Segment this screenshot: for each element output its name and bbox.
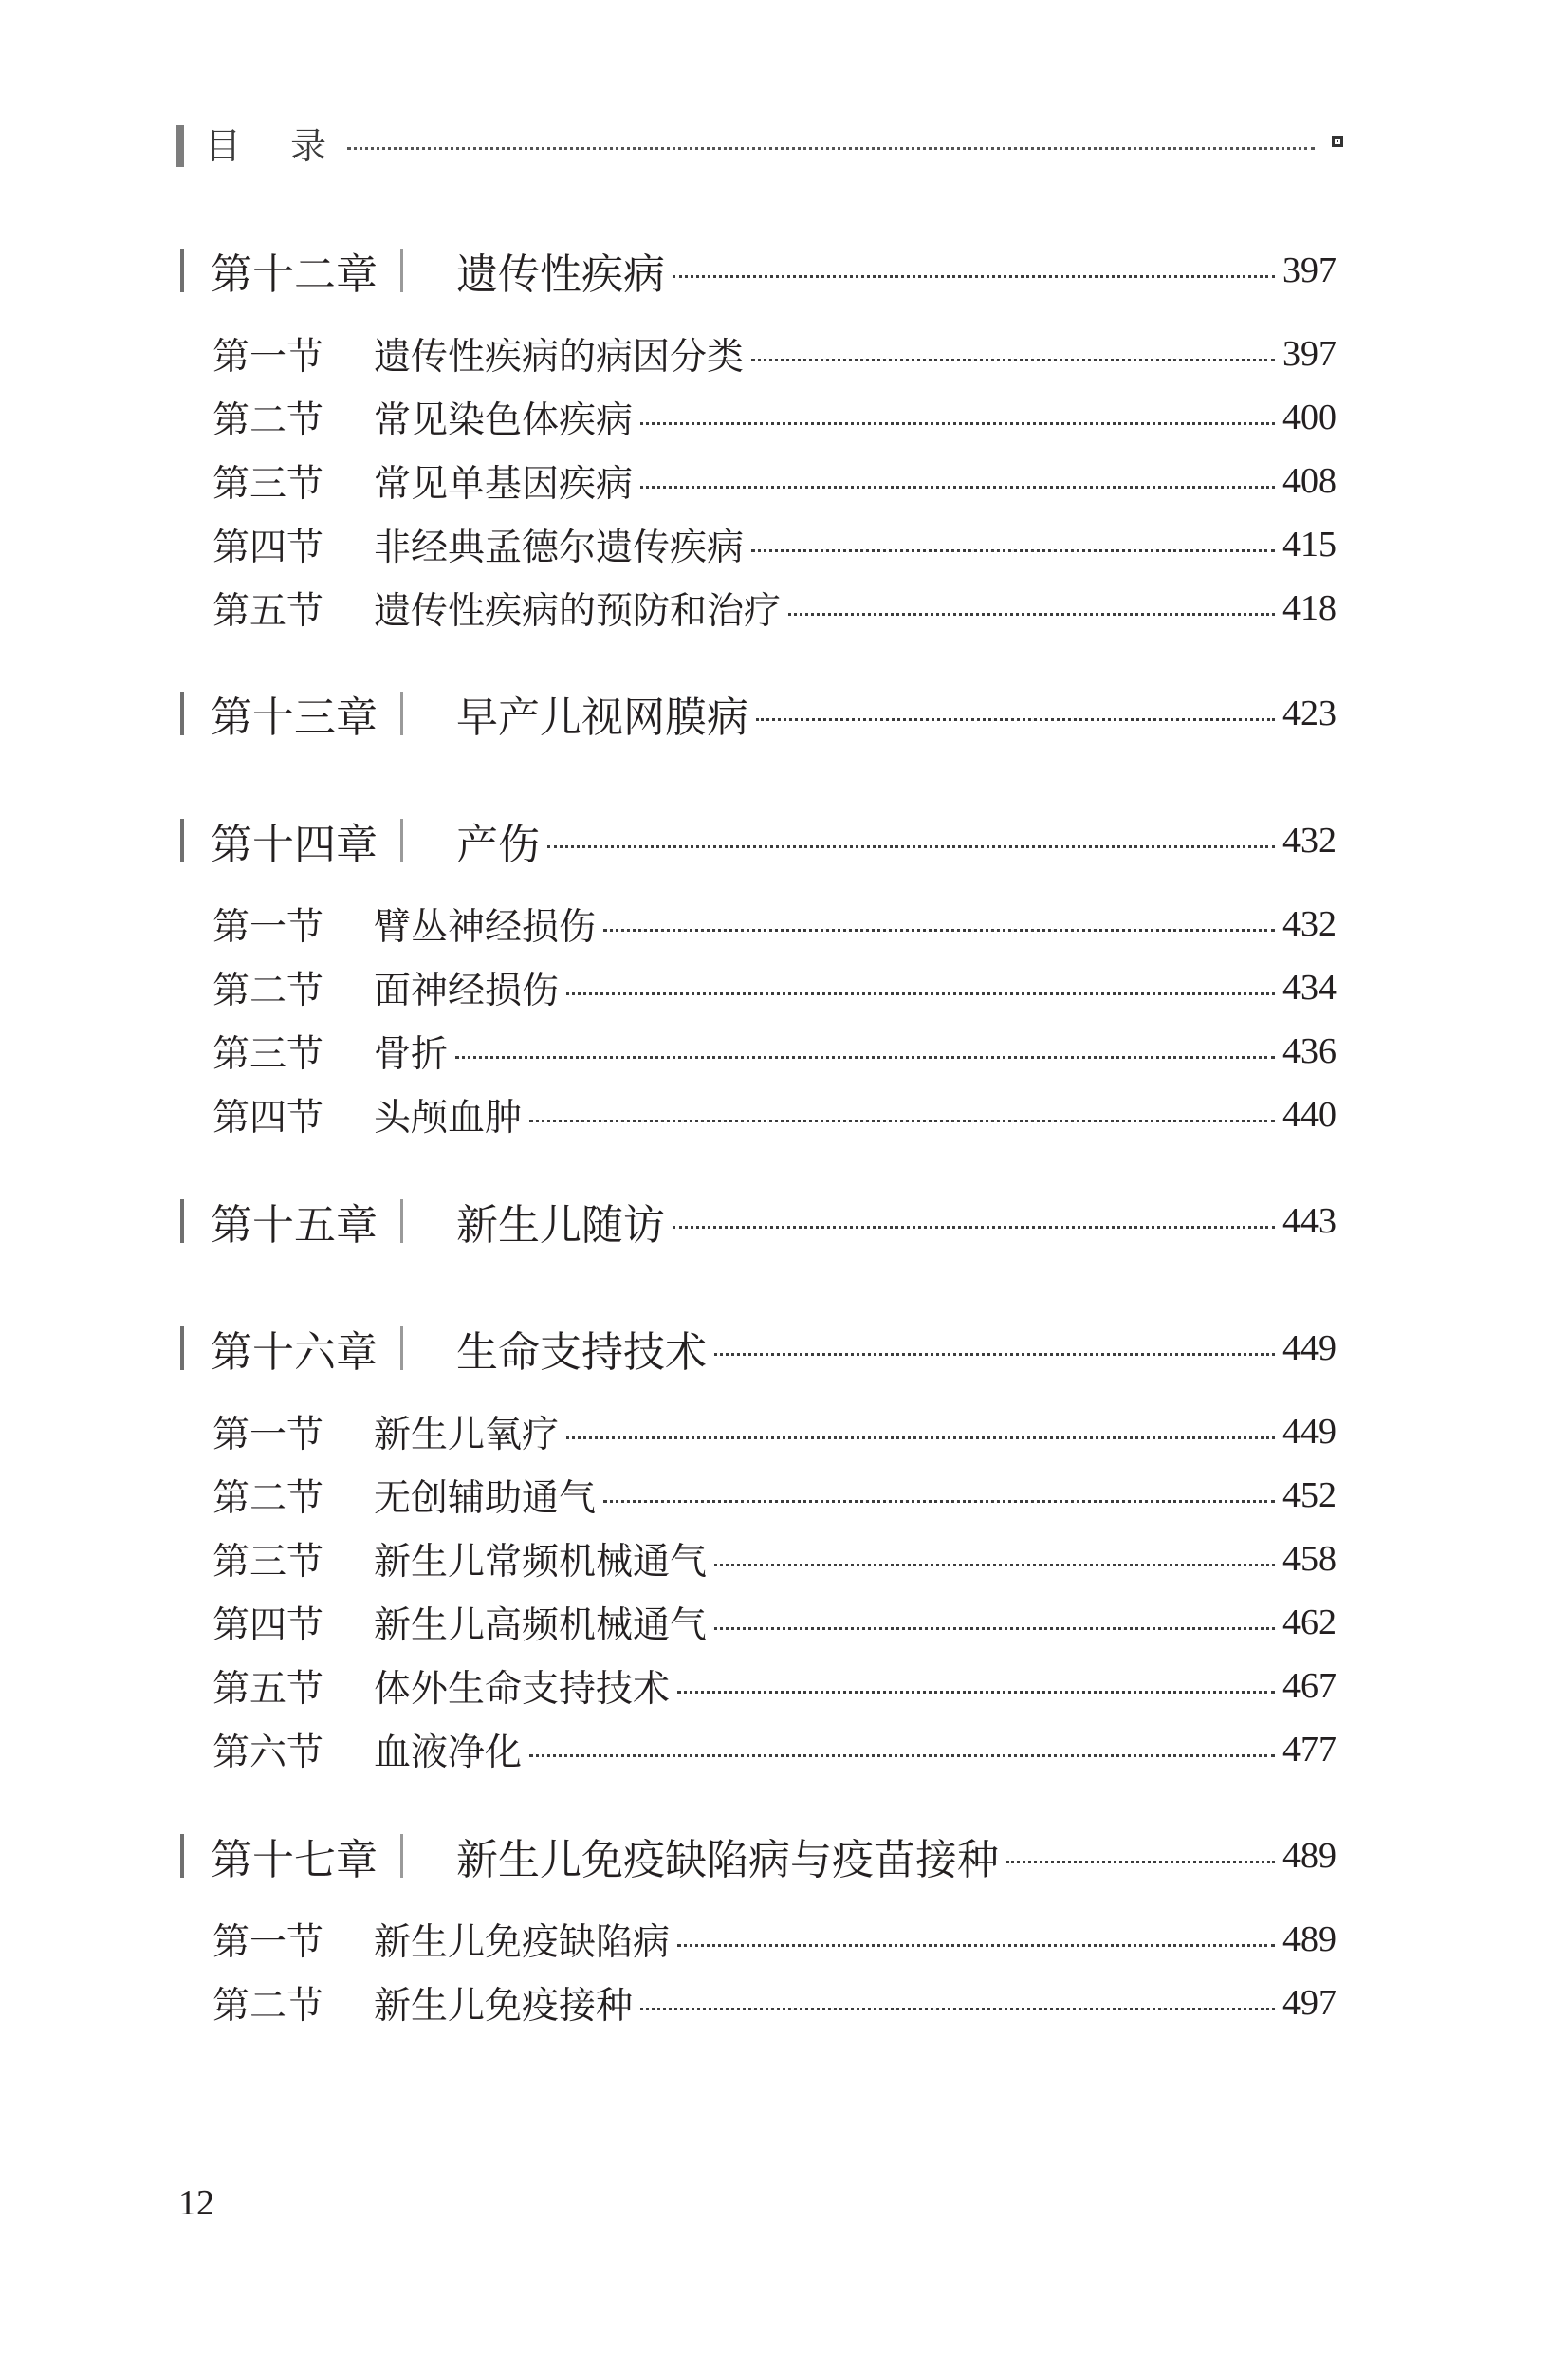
page-number: 489 [1282, 1836, 1337, 1876]
chapter-bar-left [180, 1326, 184, 1370]
dot-leader [756, 718, 1275, 721]
section-title: 臂丛神经损伤 [374, 906, 597, 949]
page-number: 400 [1282, 398, 1337, 437]
dot-leader [673, 1226, 1275, 1229]
section-number: 第一节 [212, 1414, 324, 1456]
section-number: 第六节 [212, 1732, 324, 1774]
page-number: 408 [1282, 461, 1337, 501]
chapter-title: 产伤 [456, 821, 540, 869]
page-number: 432 [1282, 821, 1337, 861]
section-entry[interactable] [212, 1464, 1337, 1527]
dot-leader [640, 2008, 1275, 2010]
section-title: 无创辅助通气 [374, 1477, 597, 1520]
section-number: 第三节 [212, 463, 324, 506]
page-number: 440 [1282, 1095, 1337, 1135]
chapter-bar-left [180, 1834, 184, 1878]
chapter-bar-right [400, 692, 403, 735]
section-entry[interactable] [212, 1908, 1337, 1971]
dot-leader [714, 1353, 1275, 1356]
section-entry[interactable] [212, 1084, 1337, 1146]
page-number: 443 [1282, 1201, 1337, 1241]
dot-leader [788, 613, 1275, 616]
section-entry[interactable] [212, 450, 1337, 512]
dot-leader [529, 1120, 1275, 1122]
chapter-number: 第十三章 [211, 694, 378, 742]
dot-leader [455, 1056, 1275, 1059]
section-number: 第五节 [212, 590, 324, 633]
section-number: 第二节 [212, 970, 324, 1012]
dot-leader [603, 929, 1275, 932]
section-number: 第二节 [212, 399, 324, 442]
dot-leader [640, 422, 1275, 425]
section-title: 新生儿免疫缺陷病 [374, 1921, 671, 1964]
section-entry[interactable] [212, 893, 1337, 955]
section-entry[interactable] [212, 1400, 1337, 1463]
chapter-number: 第十六章 [211, 1328, 378, 1377]
page-number: 415 [1282, 525, 1337, 565]
dot-leader [566, 992, 1275, 995]
page-number: 434 [1282, 968, 1337, 1008]
dot-leader [529, 1754, 1275, 1757]
chapter-bar-right [400, 1326, 403, 1370]
dot-leader [640, 486, 1275, 489]
section-number: 第三节 [212, 1541, 324, 1584]
dot-leader [751, 359, 1275, 361]
dot-leader [677, 1944, 1275, 1947]
section-title: 遗传性疾病的病因分类 [374, 336, 745, 379]
section-number: 第三节 [212, 1033, 324, 1076]
chapter-number: 第十五章 [211, 1201, 378, 1250]
page-number: 432 [1282, 904, 1337, 944]
dot-leader [714, 1564, 1275, 1566]
chapter-number: 第十二章 [211, 250, 378, 299]
chapter-title: 新生儿免疫缺陷病与疫苗接种 [456, 1836, 999, 1884]
page-number: 467 [1282, 1666, 1337, 1706]
section-title: 血液净化 [374, 1732, 523, 1774]
section-entry[interactable] [212, 1718, 1337, 1781]
section-number: 第四节 [212, 527, 324, 569]
section-title: 新生儿高频机械通气 [374, 1604, 708, 1647]
dot-leader [1006, 1861, 1275, 1863]
section-title: 体外生命支持技术 [374, 1668, 671, 1711]
chapter-bar-left [180, 819, 184, 862]
chapter-bar-right [400, 819, 403, 862]
section-title: 骨折 [374, 1033, 449, 1076]
section-title: 面神经损伤 [374, 970, 560, 1012]
chapter-bar-right [400, 1199, 403, 1243]
page-number: 397 [1282, 250, 1337, 290]
page-number: 458 [1282, 1539, 1337, 1579]
section-entry[interactable] [212, 1020, 1337, 1083]
chapter-entry[interactable] [180, 1317, 1337, 1380]
section-number: 第四节 [212, 1604, 324, 1647]
chapter-bar-left [180, 1199, 184, 1243]
section-title: 常见染色体疾病 [374, 399, 634, 442]
section-entry[interactable] [212, 1528, 1337, 1590]
section-entry[interactable] [212, 1655, 1337, 1717]
section-title: 新生儿常频机械通气 [374, 1541, 708, 1584]
header-title: 目 录 [205, 125, 346, 167]
section-entry[interactable] [212, 956, 1337, 1019]
page-folio: 12 [178, 2183, 214, 2223]
section-entry[interactable] [212, 1972, 1337, 2034]
chapter-title: 遗传性疾病 [456, 250, 665, 299]
section-entry[interactable] [212, 513, 1337, 576]
dot-leader [751, 549, 1275, 552]
page-number: 489 [1282, 1919, 1337, 1959]
dot-leader [677, 1691, 1275, 1694]
section-title: 新生儿免疫接种 [374, 1985, 634, 2028]
section-entry[interactable] [212, 577, 1337, 639]
chapter-bar-left [180, 249, 184, 292]
section-title: 遗传性疾病的预防和治疗 [374, 590, 782, 633]
section-number: 第四节 [212, 1097, 324, 1139]
section-number: 第一节 [212, 906, 324, 949]
dot-leader [566, 1436, 1275, 1439]
section-number: 第一节 [212, 1921, 324, 1964]
chapter-number: 第十七章 [211, 1836, 378, 1884]
page-number: 462 [1282, 1603, 1337, 1642]
page-number: 449 [1282, 1328, 1337, 1368]
page-number: 436 [1282, 1031, 1337, 1071]
chapter-number: 第十四章 [211, 821, 378, 869]
section-entry[interactable] [212, 1591, 1337, 1654]
chapter-bar-right [400, 1834, 403, 1878]
section-title: 非经典孟德尔遗传疾病 [374, 527, 745, 569]
page-number: 452 [1282, 1475, 1337, 1515]
chapter-entry[interactable] [180, 682, 1337, 745]
chapter-title: 生命支持技术 [456, 1328, 707, 1377]
section-number: 第一节 [212, 336, 324, 379]
page-number: 418 [1282, 588, 1337, 628]
dot-leader [547, 845, 1275, 848]
page-number: 497 [1282, 1983, 1337, 2023]
page-number: 477 [1282, 1730, 1337, 1769]
section-number: 第二节 [212, 1477, 324, 1520]
page-number: 449 [1282, 1412, 1337, 1452]
chapter-title: 新生儿随访 [456, 1201, 665, 1250]
chapter-entry[interactable] [180, 809, 1337, 872]
dot-leader [603, 1500, 1275, 1503]
section-number: 第二节 [212, 1985, 324, 2028]
dot-leader [673, 275, 1275, 278]
section-number: 第五节 [212, 1668, 324, 1711]
chapter-bar-left [180, 692, 184, 735]
section-title: 常见单基因疾病 [374, 463, 634, 506]
chapter-entry[interactable] [180, 1825, 1337, 1887]
section-entry[interactable] [212, 386, 1337, 449]
chapter-title: 早产儿视网膜病 [456, 694, 748, 742]
page-number: 423 [1282, 694, 1337, 733]
section-title: 新生儿氧疗 [374, 1414, 560, 1456]
chapter-entry[interactable] [180, 1190, 1337, 1252]
chapter-bar-right [400, 249, 403, 292]
dot-leader [714, 1627, 1275, 1630]
chapter-entry[interactable] [180, 239, 1337, 302]
page-number: 397 [1282, 334, 1337, 374]
section-title: 头颅血肿 [374, 1097, 523, 1139]
section-entry[interactable] [212, 323, 1337, 385]
